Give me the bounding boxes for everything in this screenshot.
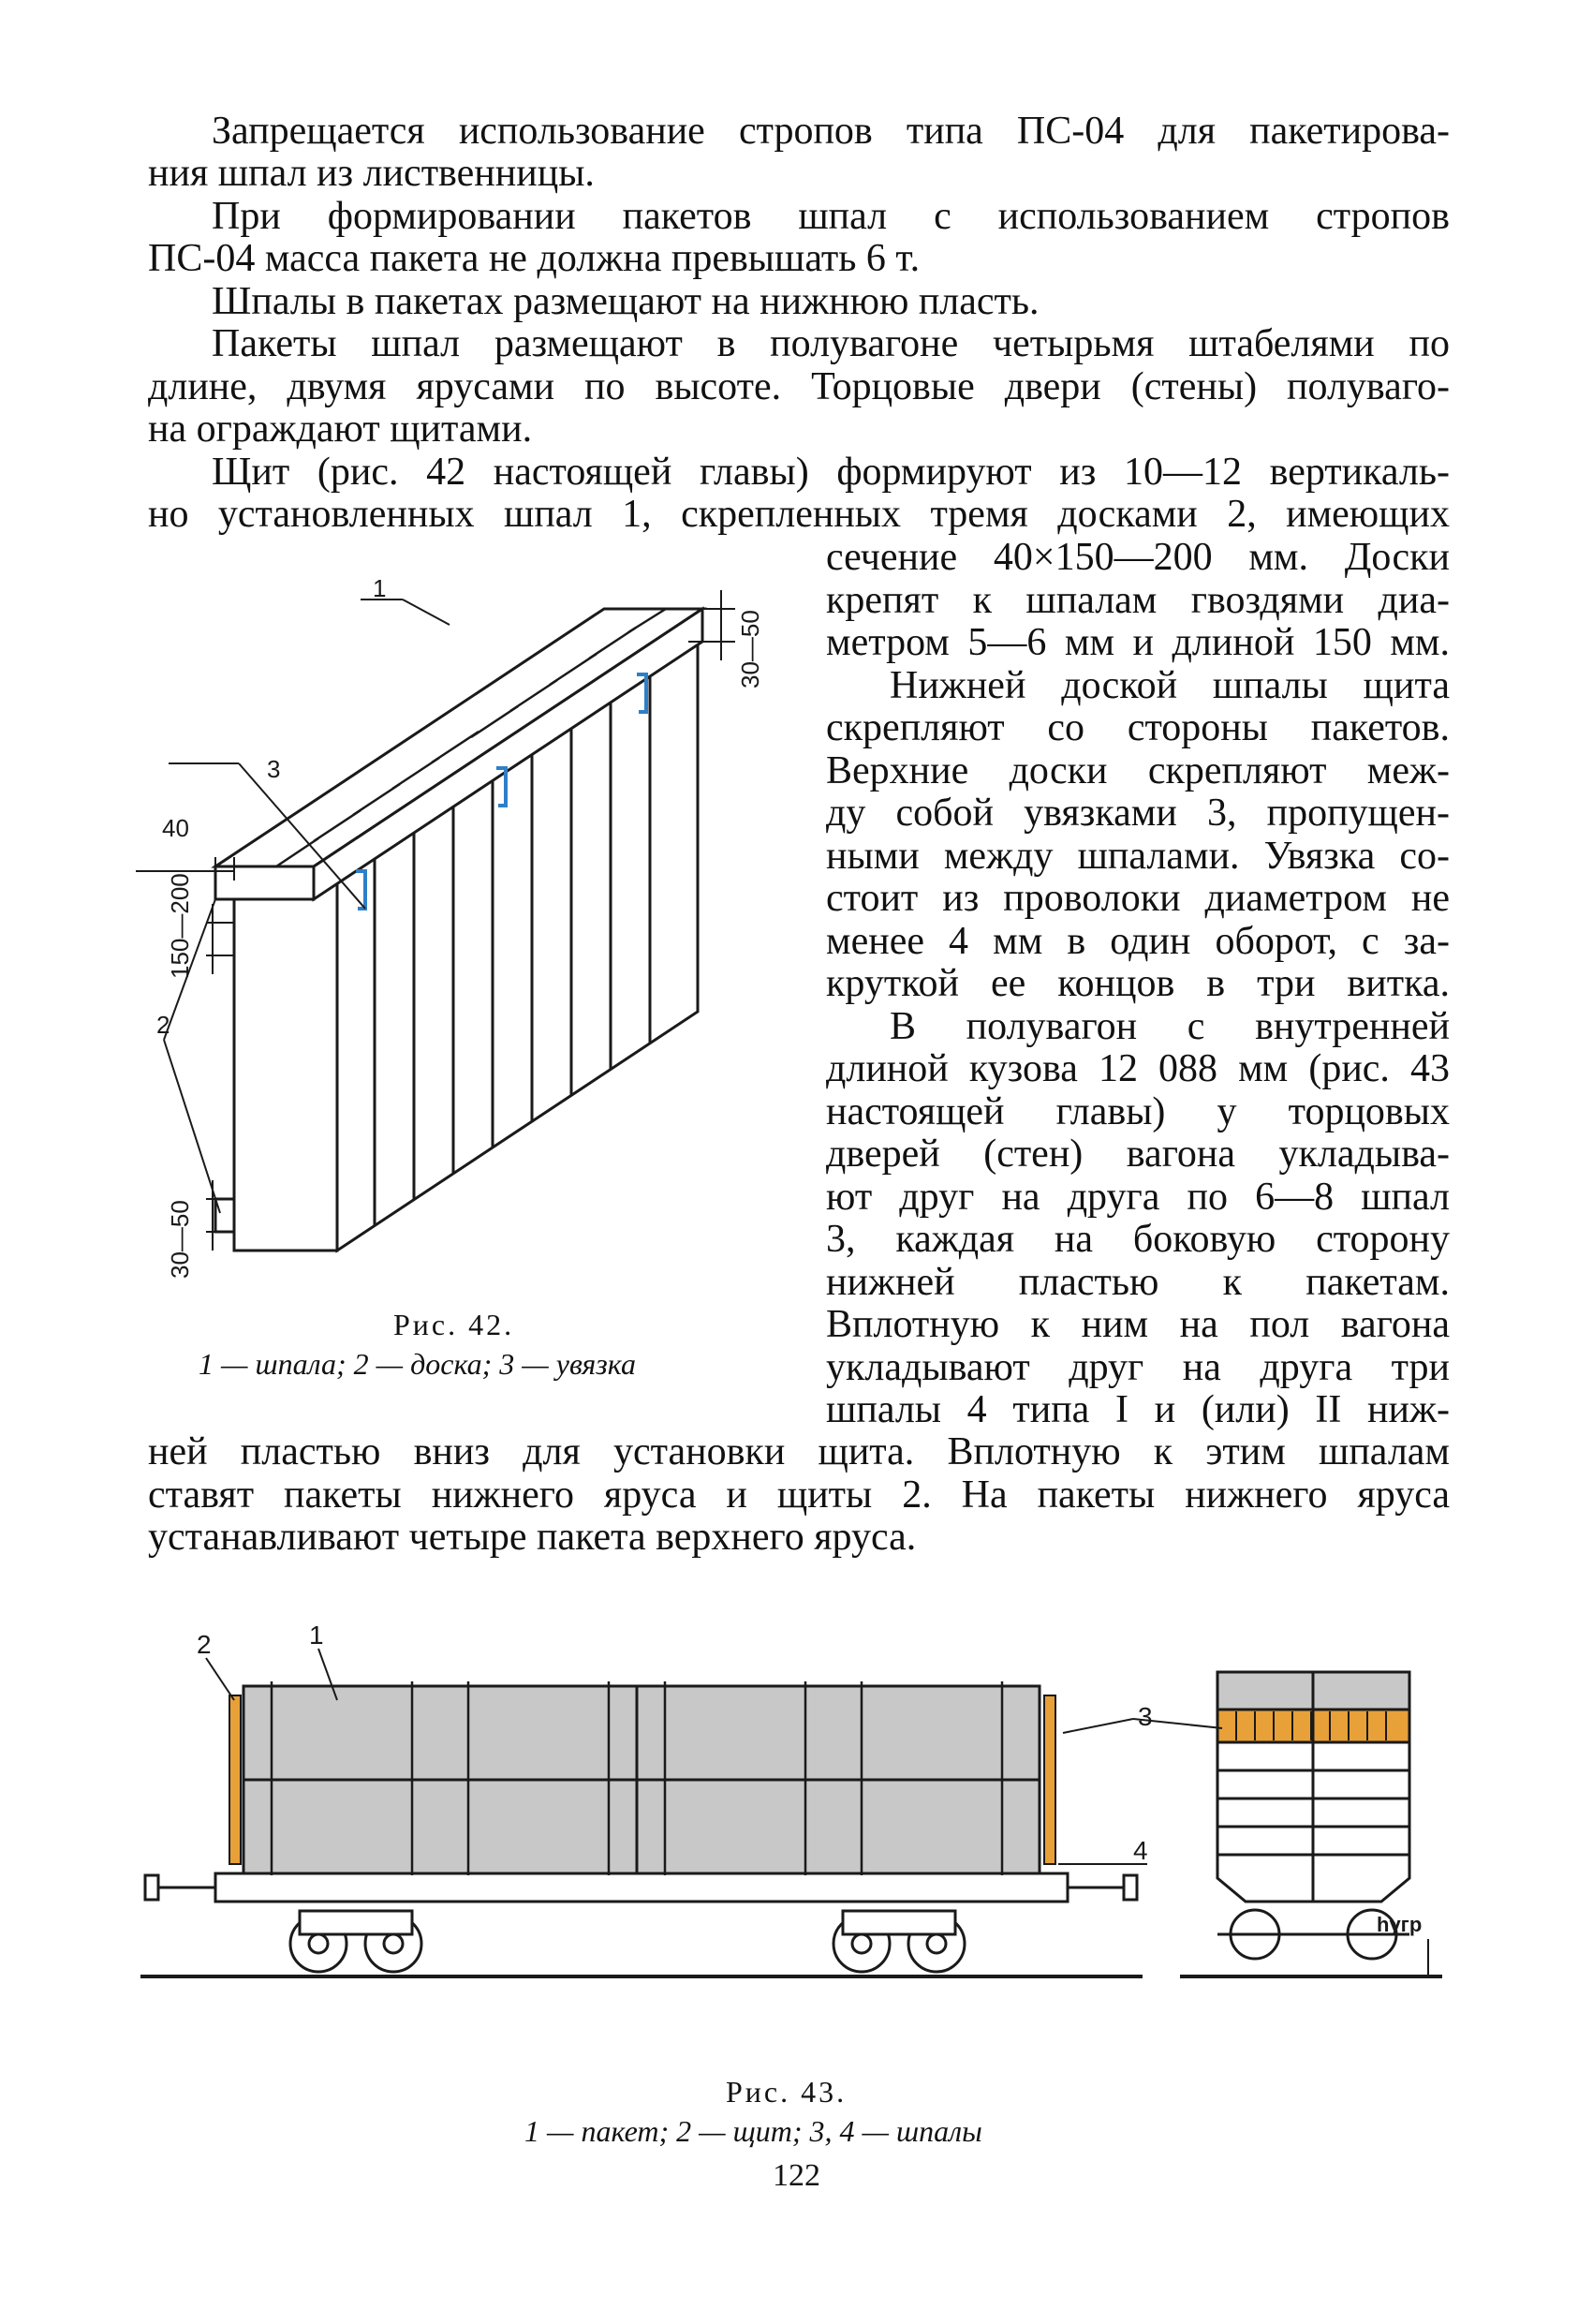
bogies (290, 1911, 965, 1972)
figure-43-caption-title: Рис. 43. (726, 2075, 848, 2109)
side-line: Верхние доски скрепляют меж- (826, 748, 1450, 792)
side-line: укладывают друг на друга три (826, 1345, 1450, 1389)
label-4: 4 (1133, 1836, 1148, 1865)
side-line: Нижней доской шпалы щита (890, 663, 1450, 707)
side-line: В полувагон с внутренней (890, 1004, 1450, 1048)
side-line: 3, каждая на боковую сторону (826, 1218, 1450, 1261)
paragraph-5-line-2: но установленных шпал 1, скрепленных тремя досками 2, имеющих (148, 493, 1450, 536)
figure-43-caption-legend: 1 — пакет; 2 — щит; 3, 4 — шпалы (524, 2114, 982, 2148)
page-number: 122 (773, 2158, 820, 2193)
figure-42-caption-title: Рис. 42. (393, 1308, 515, 1341)
label-3: 3 (1138, 1702, 1153, 1731)
label-30-50-bottom: 30—50 (166, 1200, 194, 1279)
label-2: 2 (197, 1630, 212, 1659)
shield-front-face (234, 871, 337, 1251)
label-1: 1 (309, 1621, 324, 1650)
paragraph-4-line-3: на ограждают щитами. (148, 407, 533, 451)
label-2: 2 (156, 1011, 170, 1039)
label-30-50-top: 30—50 (736, 610, 764, 688)
tail-line-3: устанавливают четыре пакета верхнего яруса. (148, 1516, 917, 1559)
side-line: крепят к шпалам гвоздями диа- (826, 578, 1450, 622)
side-line: менее 4 мм в один оборот, с за- (826, 919, 1450, 963)
label-150-200: 150—200 (166, 873, 194, 979)
car-body-side (215, 1686, 1068, 1902)
paragraph-1-line-2: ния шпал из лиственницы. (148, 152, 595, 195)
figure-42-caption-legend: 1 — шпала; 2 — доска; 3 — увязка (199, 1347, 636, 1381)
side-line: метром 5—6 мм и длиной 150 мм. (826, 621, 1450, 664)
side-line: стоит из проволоки диаметром не (826, 877, 1450, 920)
side-line: настоящей главы) у торцовых (826, 1089, 1450, 1133)
paragraph-4-line-1: Пакеты шпал размещают в полувагоне четырьмя штабелями по (212, 322, 1450, 365)
figure-43-gondola-drawing (140, 1621, 1452, 2023)
side-line: Вплотную к ним на пол вагона (826, 1303, 1450, 1346)
label-40: 40 (162, 814, 189, 842)
side-line: дверей (стен) вагона укладыва- (826, 1132, 1450, 1176)
side-line: ют друг на друга по 6—8 шпал (826, 1175, 1450, 1219)
label-hugr: hугр (1377, 1913, 1423, 1936)
label-1: 1 (373, 574, 387, 602)
side-line: сечение 40×150—200 мм. Доски (826, 536, 1450, 579)
paragraph-1-line-1: Запрещается использование стропов типа ПС-04 для пакетирова- (212, 110, 1450, 153)
paragraph-3-line-1: Шпалы в пакетах размещают на нижнюю пласть. (212, 280, 1040, 323)
side-line: скрепляют со стороны пакетов. (826, 706, 1450, 749)
tail-line-2: ставят пакеты нижнего яруса и щиты 2. На пакеты нижнего яруса (148, 1473, 1450, 1517)
side-line: ными между шпалами. Увязка со- (826, 834, 1450, 878)
side-line: нижней пластью к пакетам. (826, 1260, 1450, 1304)
bottom-board (215, 1199, 234, 1232)
paragraph-2-line-1: При формировании пакетов шпал с использованием стропов (212, 195, 1450, 238)
side-line: длиной кузова 12 088 мм (рис. 43 (826, 1047, 1450, 1090)
paragraph-4-line-2: длине, двумя ярусами по высоте. Торцовые двери (стены) полуваго- (148, 365, 1450, 408)
side-line: ду собой увязками 3, пропущен- (826, 792, 1450, 835)
paragraph-5-line-1: Щит (рис. 42 настоящей главы) формируют из 10—12 вертикаль- (212, 451, 1450, 494)
paragraph-2-line-2: ПС-04 масса пакета не должна превышать 6 т. (148, 237, 921, 280)
figure-42-shield-drawing (136, 574, 764, 1297)
side-line: шпалы 4 типа I и (или) II ниж- (826, 1388, 1450, 1431)
label-3: 3 (267, 755, 281, 783)
side-line: круткой ее концов в три витка. (826, 962, 1450, 1005)
tail-line-1: ней пластью вниз для установки щита. Вплотную к этим шпалам (148, 1430, 1450, 1473)
